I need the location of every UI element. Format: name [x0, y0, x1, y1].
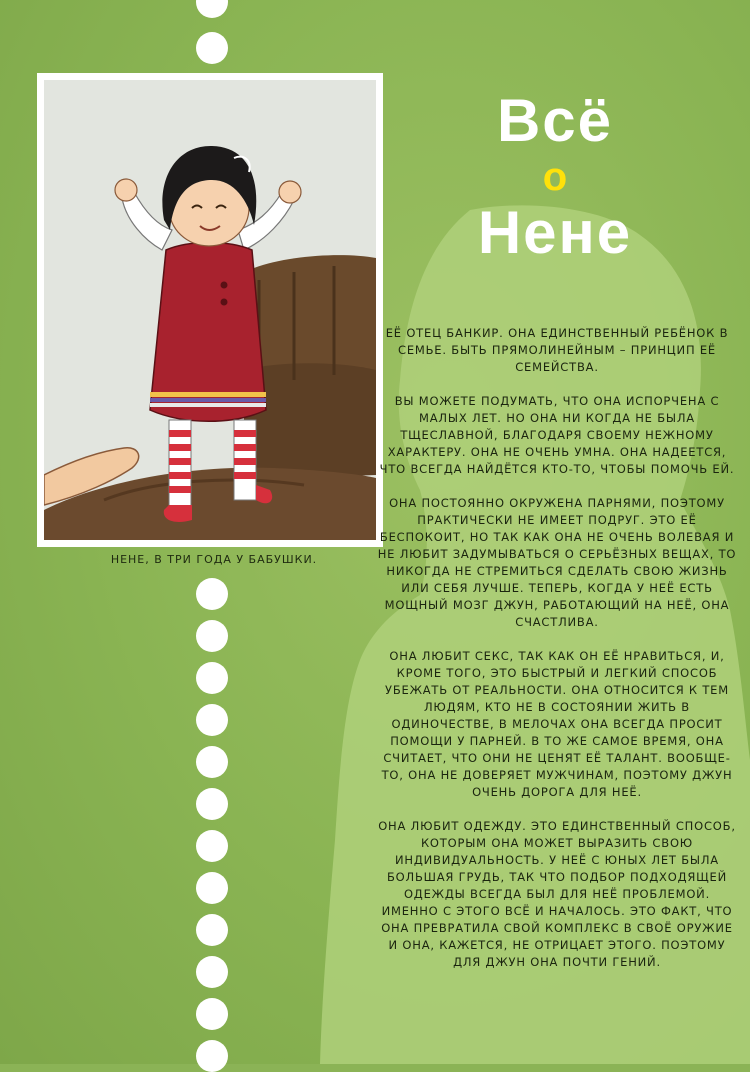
article-paragraph: ОНА ЛЮБИТ СЕКС, ТАК КАК ОН ЕЁ НРАВИТЬСЯ, И, КРОМЕ ТОГО, ЭТО БЫСТРЫЙ И ЛЕГКИЙ СПОСОБ УБЕЖАТЬ ОТ РЕАЛЬНОСТИ. ОНА ОТНОСИТСЯ К ТЕМ ЛЮДЯМ, КТО НЕ В СОСТОЯНИИ ЖИТЬ В ОДИНОЧЕСТВЕ, В МЕЛОЧАХ ОНА ВСЕГДА ПРОСИТ ПОМОЩИ У ПАРНЕЙ. В ТО ЖЕ САМОЕ ВРЕМЯ, ОНА СЧИТАЕТ, ЧТО ОНИ НЕ ЦЕНЯТ ЕЁ ТАЛАНТ. ВООБЩЕ-ТО, ОНА НЕ ДОВЕРЯЕТ МУЖЧИНАМ, ПОЭТОМУ ДЖУН ОЧЕНЬ ДОРОГА ДЛЯ НЕЁ. — [381, 649, 733, 799]
child-illustration — [44, 80, 376, 540]
article-paragraph: ОНА ЛЮБИТ ОДЕЖДУ. ЭТО ЕДИНСТВЕННЫЙ СПОСОБ, КОТОРЫМ ОНА МОЖЕТ ВЫРАЗИТЬ СВОЮ ИНДИВИДУАЛЬНОСТЬ. У НЕЁ С ЮНЫХ ЛЕТ БЫЛА БОЛЬШАЯ ГРУДЬ, ТАК ЧТО ПОДБОР ПОДХОДЯЩЕЙ ОДЕЖДЫ ВСЕГДА БЫЛ ДЛЯ НЕЁ ПРОБЛЕМОЙ. ИМЕННО С ЭТОГО ВСЁ И НАЧАЛОСЬ. ЭТО ФАКТ, ЧТО ОНА ПРЕВРАТИЛА СВОЙ КОМПЛЕКС В СВОЁ ОРУЖИЕ И ОНА, КАЖЕТСЯ, НЕ ОТРИЦАЕТ ЭТОГО. ПОЭТОМУ ДЛЯ ДЖУН ОНА ПОЧТИ ГЕНИЙ. — [378, 819, 736, 969]
page-title — [440, 88, 670, 266]
title-word-2: о — [542, 155, 568, 199]
decor-dot — [196, 0, 228, 18]
decor-dot — [196, 620, 228, 652]
photo-caption: НЕНЕ, В ТРИ ГОДА У БАБУШКИ. — [110, 553, 318, 566]
decor-dot — [196, 914, 228, 946]
article-paragraph: ОНА ПОСТОЯННО ОКРУЖЕНА ПАРНЯМИ, ПОЭТОМУ ПРАКТИЧЕСКИ НЕ ИМЕЕТ ПОДРУГ. ЭТО ЕЁ БЕСПОКОИТ, НО ТАК КАК ОНА НЕ ОЧЕНЬ ВОЛЕВАЯ И НЕ ЛЮБИТ ЗАДУМЫВАТЬСЯ О СЕРЬЁЗНЫХ ВЕЩАХ, ТО НИКОГДА НЕ СТРЕМИТЬСЯ СДЕЛАТЬ СВОЮ ЖИЗНЬ ИЛИ СЕБЯ ЛУЧШЕ. ТЕПЕРЬ, КОГДА У НЕЁ ЕСТЬ МОЩНЫЙ МОЗГ ДЖУН, РАБОТАЮЩИЙ НА НЕЁ, ОНА СЧАСТЛИВА. — [377, 496, 737, 629]
title-word-1: Всё — [496, 87, 614, 154]
decor-dot — [196, 704, 228, 736]
decor-dot — [196, 788, 228, 820]
decor-dot — [196, 830, 228, 862]
title-word-3: Нене — [477, 199, 633, 266]
article-body — [376, 325, 738, 988]
decor-dot — [196, 1040, 228, 1072]
decor-dot — [196, 998, 228, 1030]
decor-dot — [196, 578, 228, 610]
decor-dot — [196, 956, 228, 988]
photo-frame — [37, 73, 383, 547]
decor-dot — [196, 746, 228, 778]
decor-dot — [196, 872, 228, 904]
decor-dot — [196, 32, 228, 64]
article-paragraph: ЕЁ ОТЕЦ БАНКИР. ОНА ЕДИНСТВЕННЫЙ РЕБЁНОК В СЕМЬЕ. БЫТЬ ПРЯМОЛИНЕЙНЫМ – ПРИНЦИП ЕЁ СЕМЕЙСТВА. — [385, 326, 729, 374]
decor-dot — [196, 662, 228, 694]
article-paragraph: ВЫ МОЖЕТЕ ПОДУМАТЬ, ЧТО ОНА ИСПОРЧЕНА С МАЛЫХ ЛЕТ. НО ОНА НИ КОГДА НЕ БЫЛА ТЩЕСЛАВНОЙ, БЛАГОДАРЯ СВОЕМУ НЕЖНОМУ ХАРАКТЕРУ. ОНА НЕ ОЧЕНЬ УМНА. ОНА НАДЕЕТСЯ, ЧТО ВСЕГДА НАЙДЁТСЯ КТО-ТО, ЧТОБЫ ПОМОЧЬ ЕЙ. — [379, 394, 735, 476]
